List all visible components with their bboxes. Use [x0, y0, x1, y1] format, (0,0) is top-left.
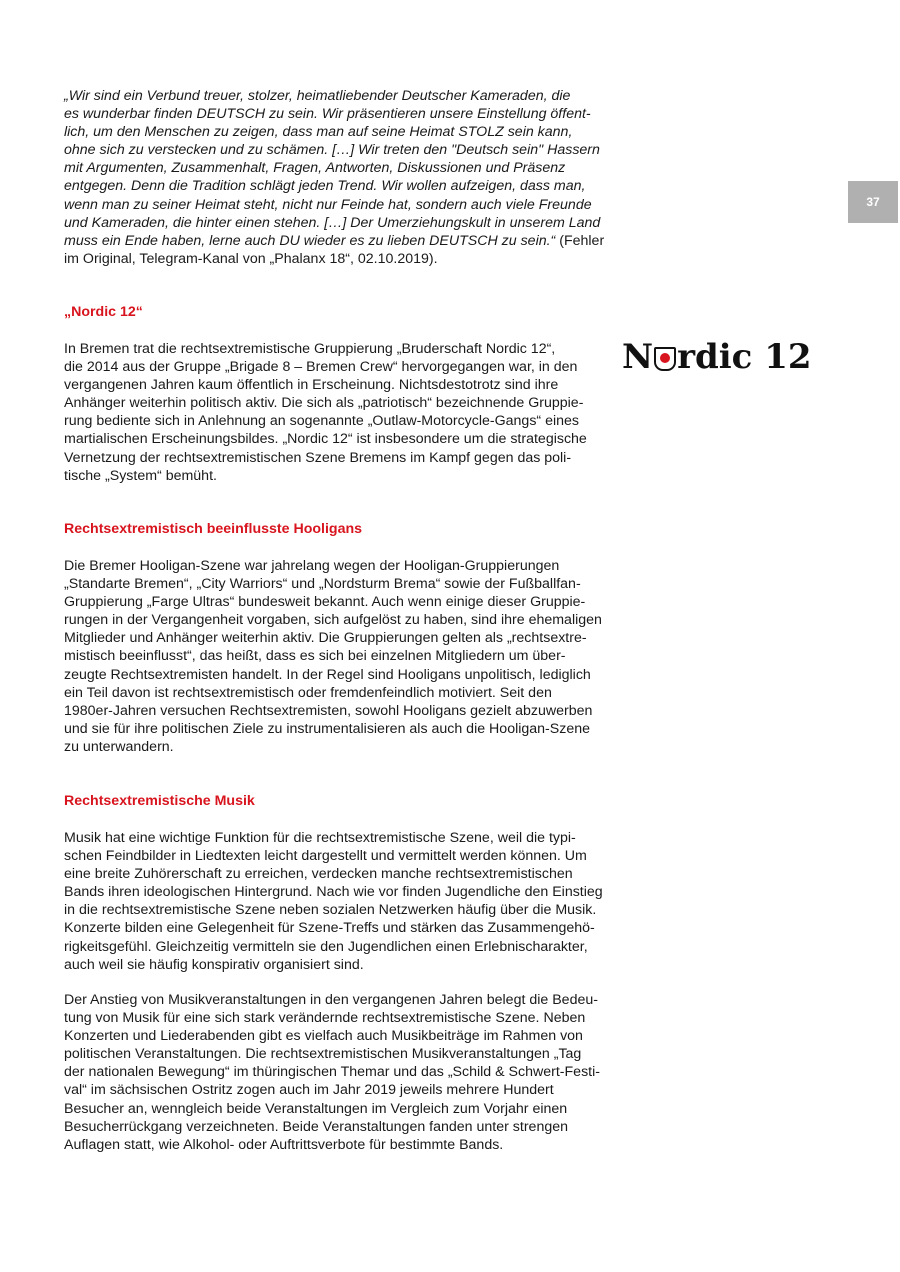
paragraph-line: Musik hat eine wichtige Funktion für die rechtsextremistische Szene, weil die typi- [64, 830, 576, 846]
paragraph-line: Anhänger weiterhin politisch aktiv. Die sich als „patriotisch“ bezeichnende Gruppie- [64, 395, 584, 412]
paragraph-line: mistisch beeinflusst“, das heißt, dass es sich bei einzelnen Mitgliedern um über- [64, 648, 566, 665]
section-heading-musik: Rechtsextremistische Musik [64, 793, 255, 809]
paragraph-line: rigkeitsgefühl. Gleichzeitig vermitteln sie den Jugendlichen einen Erlebnischarakter, [64, 938, 588, 955]
paragraph-line: in die rechtsextremistische Szene neben sozialen Netzwerken häufig über die Musik. [64, 902, 597, 919]
page-number: 37 [866, 195, 880, 209]
quote-line: ohne sich zu verstecken und zu schämen. […] Wir treten den "Deutsch sein" Hassern [64, 142, 600, 159]
quote-last-line [64, 232, 624, 250]
paragraph-line: schen Feindbilder in Liedtexten leicht dargestellt und vermittelt werden können. Um [64, 848, 587, 865]
paragraph-line: tung von Musik für eine sich stark verändernde rechtsextremistische Szene. Neben [64, 1010, 586, 1027]
quote-note: (Fehler [555, 232, 605, 249]
paragraph-line: martialischen Erscheinungsbildes. „Nordic 12“ ist insbesondere um die strategische [64, 431, 587, 448]
quote-line: wenn man zu seiner Heimat steht, nicht nur Feinde hat, sondern auch viele Freunde [64, 196, 592, 213]
quote-end: muss ein Ende haben, lerne auch DU wieder es zu lieben DEUTSCH zu sein.“ [64, 232, 556, 249]
quote-line: und Kameraden, die hinter einen stehen. […] Der Umerziehungskult in unserem Land [64, 214, 601, 231]
quote-block [64, 87, 624, 268]
section-heading-nordic-12: „Nordic 12“ [64, 304, 143, 320]
paragraph-line: Bands ihren ideologischen Hintergrund. Nach wie vor finden Jugendliche den Einstieg [64, 884, 603, 901]
paragraph-line: politischen Veranstaltungen. Die rechtsextremistischen Musikveranstaltungen „Tag [64, 1046, 582, 1063]
paragraph-line: auch weil sie häufig konspirativ organisiert sind. [64, 956, 364, 973]
paragraph-line: val“ im sächsischen Ostritz zogen auch im Jahr 2019 jeweils mehrere Hundert [64, 1082, 554, 1099]
paragraph-line: rungen in der Vergangenheit vorgaben, sich aufgelöst zu haben, sind ihre ehemaligen [64, 612, 602, 629]
paragraph-line: Mitglieder und Anhänger weiterhin aktiv. Die Gruppierungen gelten als „rechtsextre- [64, 630, 587, 647]
shield-icon [654, 347, 676, 371]
paragraph-line: rung bediente sich in Anlehnung an sogenannte „Outlaw-Motorcycle-Gangs“ eines [64, 413, 580, 430]
section-paragraph [64, 991, 624, 1154]
paragraph-line: Vernetzung der rechtsextremistischen Szene Bremens im Kampf gegen das poli- [64, 449, 572, 466]
quote-source: im Original, Telegram-Kanal von „Phalanx 18“, 02.10.2019). [64, 250, 438, 267]
paragraph-line: zu unterwandern. [64, 738, 174, 755]
quote-line: entgegen. Denn die Tradition schlägt jeden Trend. Wir wollen aufzeigen, dass man, [64, 178, 586, 195]
paragraph-line: Die Bremer Hooligan-Szene war jahrelang wegen der Hooligan-Gruppierungen [64, 558, 560, 574]
paragraph-line: Besucherrückgang verzeichneten. Beide Veranstaltungen fanden unter strengen [64, 1118, 569, 1135]
paragraph-line: vergangenen Jahren kaum öffentlich in Erscheinung. Nichtsdestotrotz sind ihre [64, 377, 559, 394]
quote-line: mit Argumenten, Zusammenhalt, Fragen, Antworten, Diskussionen und Präsenz [64, 160, 566, 177]
paragraph-line: und sie für ihre politischen Ziele zu instrumentalisieren als auch die Hooligan-Szene [64, 720, 591, 737]
logo-text-end: rdic 12 [677, 337, 812, 377]
section-paragraph [64, 340, 624, 485]
page-number-tab [848, 181, 898, 223]
quote-line: lich, um den Menschen zu zeigen, dass man auf seine Heimat STOLZ sein kann, [64, 124, 573, 141]
section-heading-hooligans: Rechtsextremistisch beeinflusste Hooligans [64, 521, 363, 537]
paragraph-line: eine breite Zuhörerschaft zu erreichen, verdecken manche rechtsextremistischen [64, 866, 573, 883]
paragraph-line: In Bremen trat die rechtsextremistische Gruppierung „Bruderschaft Nordic 12“, [64, 341, 556, 357]
paragraph-line: die 2014 aus der Gruppe „Brigade 8 – Bremen Crew“ hervorgegangen war, in den [64, 359, 578, 376]
paragraph-line: Konzerten und Liederabenden gibt es vielfach auch Musikbeiträge im Rahmen von [64, 1028, 583, 1045]
paragraph-line: der nationalen Bewegung“ im thüringischen Themar und das „Schild & Schwert-Festi- [64, 1064, 600, 1081]
quote-line: es wunderbar finden DEUTSCH zu sein. Wir präsentieren unsere Einstellung öffent- [64, 106, 591, 123]
section-paragraph [64, 557, 624, 756]
paragraph-line: Der Anstieg von Musikveranstaltungen in den vergangenen Jahren belegt die Bedeu- [64, 992, 598, 1008]
paragraph-line: „Standarte Bremen“, „City Warriors“ und „Nordsturm Brema“ sowie der Fußballfan- [64, 576, 581, 593]
paragraph-line: ein Teil davon ist rechtsextremistisch oder fremdenfeindlich motiviert. Seit den [64, 684, 552, 701]
nordic-12-logo [622, 336, 822, 378]
quote-line: „Wir sind ein Verbund treuer, stolzer, heimatliebender Deutscher Kameraden, die [64, 88, 571, 104]
paragraph-line: Konzerte bilden eine Gelegenheit für Szene-Treffs und stärken das Zusammengehö- [64, 920, 595, 937]
paragraph-line: Besucher an, wenngleich beide Veranstaltungen im Vergleich zum Vorjahr einen [64, 1100, 568, 1117]
paragraph-line: 1980er-Jahren versuchen Rechtsextremisten, sowohl Hooligans gezielt abzuwerben [64, 702, 593, 719]
paragraph-line: zeugte Rechtsextremisten handelt. In der Regel sind Hooligans unpolitisch, lediglich [64, 666, 591, 683]
logo-text-start: N [622, 337, 654, 377]
section-paragraph [64, 829, 624, 974]
paragraph-line: Auflagen statt, wie Alkohol- oder Auftrittsverbote für bestimmte Bands. [64, 1136, 504, 1153]
paragraph-line: Gruppierung „Farge Ultras“ bundesweit bekannt. Auch wenn einige dieser Gruppie- [64, 594, 586, 611]
paragraph-line: tische „System“ bemüht. [64, 467, 217, 484]
